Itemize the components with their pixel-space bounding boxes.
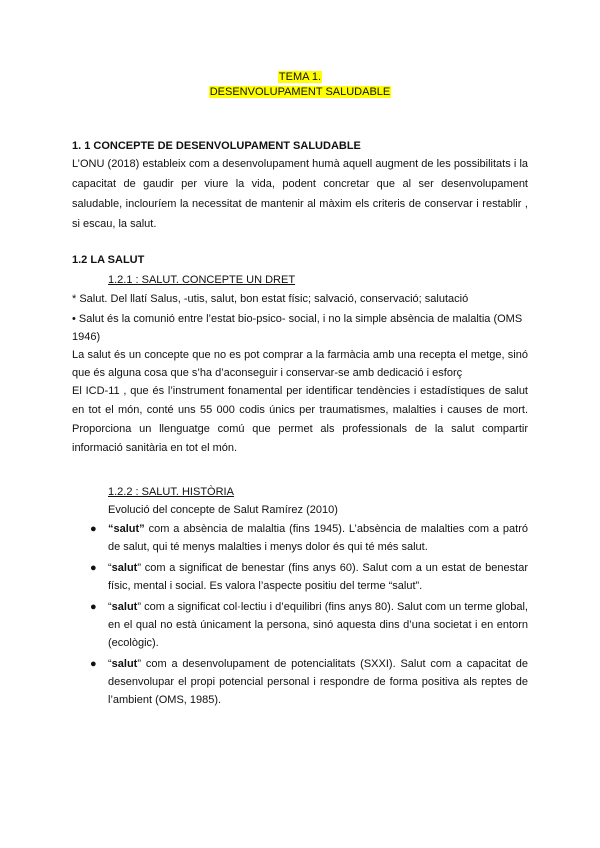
- list-item: ● “salut” com a significat de benestar (fins anys 60). Salut com a un estat de benestar físic, mental i social. Es valora l’aspecte positiu del terme “salut”.: [72, 559, 528, 595]
- bullet-text: com a desenvolupament de potencialitats (SXXI). Salut com a capacitat de desenvolupar el propi potencial personal i respondre de forma positiva als reptes de l’ambient (OMS, 1985).: [108, 658, 528, 706]
- bullet-icon: ●: [90, 601, 97, 613]
- bullet-text: com a absència de malaltia (fins 1945). L’absència de malalties com a patró de salut, qui té menys malalties i menys dolor és qui té més salut.: [108, 523, 528, 553]
- salut-paragraph-1: La salut és un concepte que no es pot comprar a la farmàcia amb una recepta el metge, sinó que és alguna cosa que s’ha d’aconseguir i conservar-se amb dedicació i esforç: [72, 349, 528, 379]
- evolution-intro: Evolució del concepte de Salut Ramírez (2010): [108, 504, 338, 516]
- bullet-text: com a significat de benestar (fins anys 60). Salut com a un estat de benestar físic, mental i social. Es valora l’aspecte positiu del terme “salut”.: [108, 562, 528, 592]
- bullet-text: com a significat col·lectiu i d’equilibri (fins anys 80). Salut com un terme global, en el qual no està únicament la persona, sinó aquesta dins d’una societat i en entorn (ecològic).: [108, 601, 528, 649]
- bullet-term: “salut”: [108, 523, 145, 535]
- icd-11-paragraph: El ICD-11 , que és l’instrument fonamental per identificar tendències i estadístiques de salut en tot el món, conté uns 55 000 codis únics per traumatismes, malalties i causes de mort. Proporciona un llenguatge comú que permet als professionals de la salut compartir informació sanitària en tot el món.: [72, 385, 528, 454]
- bullet-term: salut: [111, 562, 138, 574]
- section-1-2-1-body: [72, 290, 528, 458]
- document-title: [0, 70, 600, 100]
- bullet-term: salut: [111, 658, 138, 670]
- title-line-1: TEMA 1.: [278, 71, 322, 83]
- section-1-1: [72, 138, 528, 234]
- bullet-icon: ●: [90, 658, 97, 670]
- subsection-1-2-2-heading: 1.2.2 : SALUT. HISTÒRIA: [108, 486, 234, 498]
- list-item: [72, 520, 528, 556]
- section-1-1-heading: 1. 1 CONCEPTE DE DESENVOLUPAMENT SALUDABLE: [72, 140, 361, 152]
- evolution-list: [72, 520, 528, 709]
- section-1-2-heading-wrap: [72, 252, 528, 268]
- list-item: ● “salut” com a significat col·lectiu i d’equilibri (fins anys 80). Salut com un terme global, en el qual no està únicament la persona, sinó aquesta dins d’una societat i en entorn (ecològic).: [72, 598, 528, 652]
- salut-oms-definition: • Salut és la comunió entre l’estat bio-psico- social, i no la simple absència de malaltia (OMS 1946): [72, 313, 523, 343]
- list-item: ● “salut” com a desenvolupament de potencialitats (SXXI). Salut com a capacitat de desenvolupar el propi potencial personal i respondre de forma positiva als reptes de l’ambient (OMS, 1985).: [72, 655, 528, 709]
- salut-etymology: * Salut. Del llatí Salus, -utis, salut, bon estat físic; salvació, conservació; salutació: [72, 293, 469, 305]
- section-1-1-paragraph: L’ONU (2018) estableix com a desenvolupament humà aquell augment de les possibilitats i la capacitat de gaudir per viure la vida, podent concretar que al ser desenvolupament saludable, inclouríem la necessitat de mantenir al màxim els criteris de conservar i restablir , si escau, la salut.: [72, 158, 528, 230]
- evolution-list-wrap: [72, 520, 528, 712]
- bullet-icon: ●: [90, 562, 97, 574]
- bullet-term: salut: [111, 601, 138, 613]
- subsection-1-2-1-heading: 1.2.1 : SALUT. CONCEPTE UN DRET: [108, 274, 296, 286]
- bullet-icon: ●: [90, 523, 97, 535]
- section-1-2-heading: 1.2 LA SALUT: [72, 254, 145, 266]
- title-line-2: DESENVOLUPAMENT SALUDABLE: [209, 86, 391, 98]
